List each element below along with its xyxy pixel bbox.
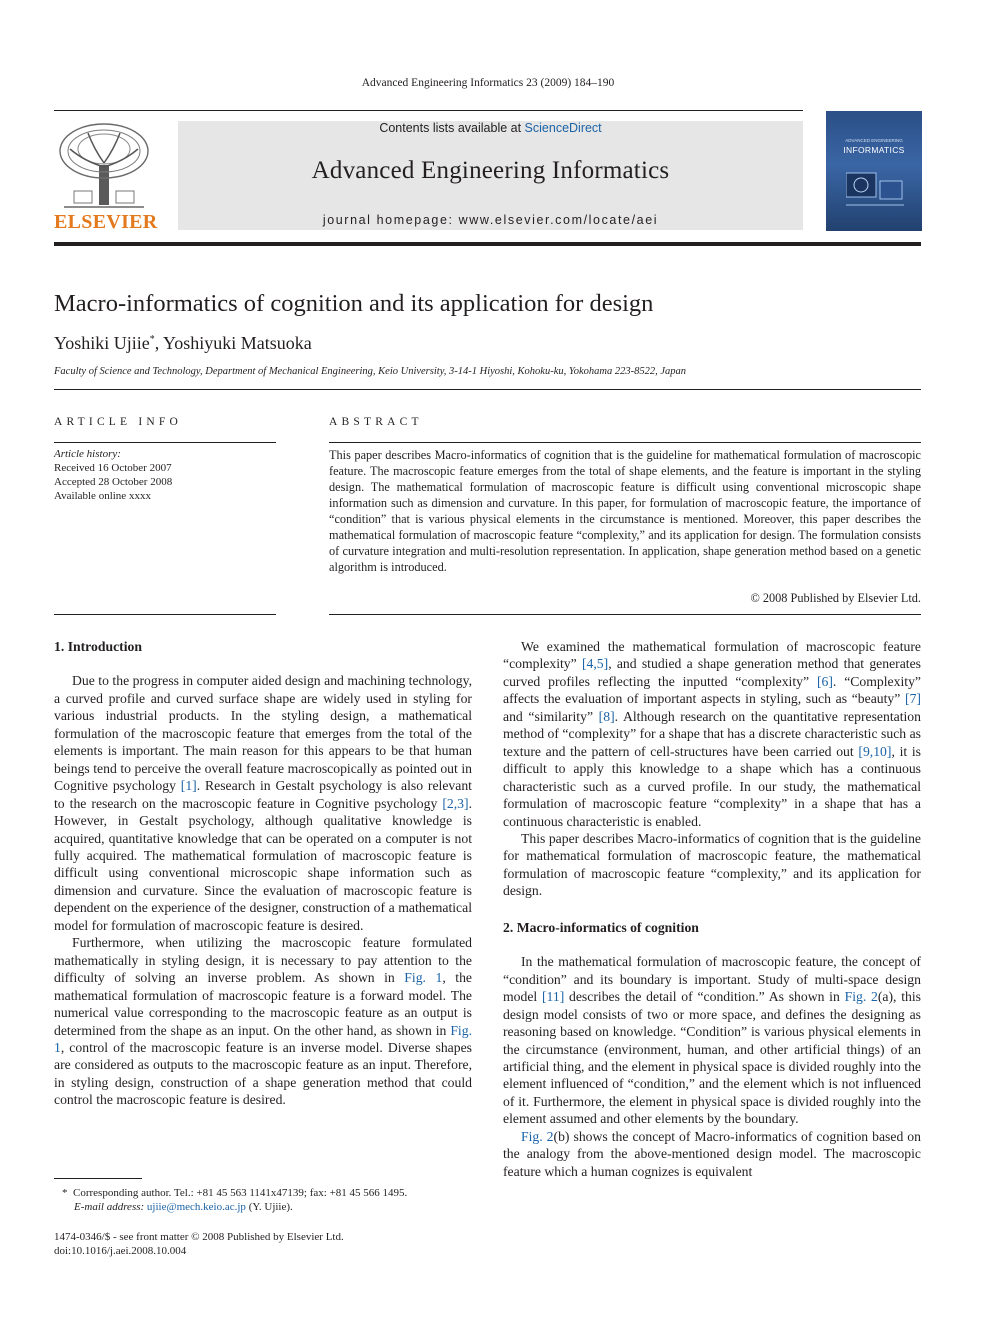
abstract-body: This paper describes Macro-informatics of cognition that is the guideline for mathematical formulation of macroscopic feature. The macroscopic feature emerges from the total of shape elements, and the feature is important in the styling design. The mathematical formulation of macroscopic feature is difficult using conventional microscopic shape information such as dimension and curvature. In this paper, for formulation of macroscopic feature, the importance of “condition” that is various physical elements in the circumstance is mentioned. Moreover, this paper describes the mathematical formulation of macroscopic feature “complexity,” and its application for design. The formulation consists of curvature integration and multi-resolution representation. In application, shape generation method based on a genetic algorithm is introduced. bbox=[329, 448, 921, 574]
section-heading-introduction: 1. Introduction bbox=[54, 639, 142, 654]
paragraph: This paper describes Macro-informatics of cognition that is the guideline for mathematical formulation of macroscopic feature, the mathematical formulation of macroscopic feature “complexity,” and its application for design. bbox=[503, 830, 921, 899]
corresponding-author-footnote bbox=[54, 1186, 484, 1214]
article-info-bottom-rule bbox=[54, 614, 276, 615]
title-bottom-rule bbox=[54, 389, 921, 390]
abstract-rule bbox=[329, 442, 921, 443]
footnote-mark: * bbox=[62, 1187, 68, 1199]
author-affiliation: Faculty of Science and Technology, Department of Mechanical Engineering, Keio University, 3-14-1 Hiyoshi, Kohoku-ku, Yokohama 223-8522, Japan bbox=[54, 366, 687, 377]
tree-icon bbox=[54, 121, 154, 211]
journal-masthead bbox=[178, 121, 803, 230]
accepted-date: Accepted 28 October 2008 bbox=[54, 476, 173, 488]
article-history bbox=[54, 447, 276, 503]
abstract-copyright: © 2008 Published by Elsevier Ltd. bbox=[750, 591, 921, 605]
header-thick-rule bbox=[54, 242, 921, 246]
received-date: Received 16 October 2007 bbox=[54, 462, 172, 474]
figure-link[interactable]: Fig. 1 bbox=[404, 970, 443, 986]
corresponding-author-mark[interactable]: * bbox=[149, 334, 155, 345]
issn-line: 1474-0346/$ - see front matter © 2008 Published by Elsevier Ltd. bbox=[54, 1231, 344, 1243]
figure-link[interactable]: Fig. 2 bbox=[521, 1128, 554, 1144]
article-info-heading: ARTICLE INFO bbox=[54, 416, 182, 428]
online-date: Available online xxxx bbox=[54, 490, 151, 502]
reference-link[interactable]: [2,3] bbox=[442, 795, 469, 811]
footnote-contact: Corresponding author. Tel.: +81 45 563 1141x47139; fax: +81 45 566 1495. bbox=[73, 1187, 408, 1199]
right-column bbox=[503, 638, 921, 1180]
abstract-heading: ABSTRACT bbox=[329, 416, 423, 428]
reference-link[interactable]: [4,5] bbox=[581, 656, 609, 672]
reference-link[interactable]: [11] bbox=[541, 989, 565, 1005]
footnote-rule bbox=[54, 1178, 142, 1179]
section-heading-macro-informatics: 2. Macro-informatics of cognition bbox=[503, 919, 699, 935]
journal-title: Advanced Engineering Informatics bbox=[311, 157, 670, 184]
cover-illustration-icon bbox=[846, 169, 904, 209]
email-suffix: (Y. Ujiie). bbox=[245, 1201, 293, 1213]
sciencedirect-link[interactable]: ScienceDirect bbox=[524, 121, 602, 135]
front-matter bbox=[54, 1230, 484, 1258]
paragraph: Due to the progress in computer aided design and machining technology, a curved profile and curved surface shape are widely used in styling for various industrial products. In the styling design, a mathematical formulation of the macroscopic feature that emerges from the total of the elements is important. The main reason for this appears to be that human beings tend to perceive the overall feature macroscopically as pointed out in Cognitive psychology [1]. Research in Gestalt psychology is also relevant to the research on the macroscopic feature in Cognitive psychology [2,3]. However, in Gestalt psychology, although qualitative knowledge is acquired, quantitative knowledge that can be operated on a computer is not fully acquired. The mathematical formulation of macroscopic feature is difficult using conventional microscopic shape information such as dimension and curvature. Since the evaluation of macroscopic feature is dependent on the experience of the designer, construction of a mathematical model for formulation of macroscopic feature is desired. bbox=[54, 673, 472, 933]
author-name: Yoshiyuki Matsuoka bbox=[163, 333, 312, 353]
article-info-rule bbox=[54, 442, 276, 443]
paragraph: Fig. 2(b) shows the concept of Macro-informatics of cognition based on the analogy from the above-mentioned design model. The macroscopic feature which a human cognizes is equivalent bbox=[503, 1128, 921, 1179]
reference-link[interactable]: [8] bbox=[598, 708, 615, 724]
author-list bbox=[54, 333, 312, 354]
figure-link[interactable]: Fig. 2 bbox=[844, 989, 878, 1005]
cover-subtitle: ADVANCED ENGINEERING bbox=[845, 138, 903, 143]
reference-link[interactable]: [9,10] bbox=[858, 743, 892, 759]
history-label: Article history: bbox=[54, 448, 121, 460]
reference-link[interactable]: [7] bbox=[905, 691, 921, 707]
journal-citation: Advanced Engineering Informatics 23 (2009) 184–190 bbox=[361, 77, 615, 89]
header-top-rule bbox=[54, 110, 803, 111]
author-name: Yoshiki Ujiie bbox=[54, 333, 150, 353]
contents-prefix: Contents lists available at bbox=[379, 121, 525, 135]
left-column bbox=[54, 638, 472, 1109]
paragraph: In the mathematical formulation of macroscopic feature, the concept of “condition” and its boundary is important. Study of multi-space design model [11] describes the detail of “condition.” As shown in Fig. 2(a), this design model consists of two or more space, and defines the designing as reasoning based on knowledge. “Condition” is various physical elements in the circumstance (environment, human, and other artificial things) of an artificial thing, and the element in physical space is divided roughly into the element influenced of “condition,” and the element which is not influenced of it. Furthermore, the element in physical space is divided roughly into the element assumed and other elements by the boundary. bbox=[503, 954, 921, 1127]
abstract-bottom-rule bbox=[329, 614, 921, 615]
paragraph: We examined the mathematical formulation of macroscopic feature “complexity” [4,5], and studied a shape generation method that generates curved profiles reflecting the inputted “complexity” [6]. “Complexity” affects the evaluation of important aspects in styling, such as “beauty” [7] and “similarity” [8]. Although research on the quantitative representation method of “complexity” for a shape that has a discrete characteristic such as texture and the pattern of cell-structures have been carried out [9,10], it is difficult to apply this knowledge to a shape which has a continuous characteristic such as a curved profile. In our study, the mathematical formulation of macroscopic feature “complexity” in a shape that has a continuous characteristic is enabled. bbox=[503, 639, 922, 829]
email-label: E-mail address: bbox=[74, 1201, 147, 1213]
journal-homepage[interactable]: journal homepage: www.elsevier.com/locate/aei bbox=[322, 213, 659, 227]
reference-link[interactable]: [1] bbox=[180, 778, 197, 794]
doi-line[interactable]: doi:10.1016/j.aei.2008.10.004 bbox=[54, 1245, 187, 1257]
cover-title: INFORMATICS bbox=[843, 145, 905, 155]
journal-cover-image bbox=[826, 111, 922, 231]
paragraph: Furthermore, when utilizing the macroscopic feature formulated mathematically in styling design, it is necessary to pay attention to the difficulty of solving an inverse problem. As shown in Fig. 1, the mathematical formulation of macroscopic feature is a forward model. The numerical value corresponding to the macroscopic feature as an output is determined from the shape as an input. On the other hand, as shown in Fig. 1, control of the macroscopic feature is an inverse model. Diverse shapes are considered as outputs to the macroscopic feature as an input. Therefore, in styling design, construction of a shape generation method that could control the macroscopic feature is desired. bbox=[54, 935, 472, 1108]
figure-link[interactable]: Fig. 1 bbox=[54, 1022, 472, 1055]
paper-title: Macro-informatics of cognition and its application for design bbox=[54, 290, 654, 317]
contents-line bbox=[178, 121, 803, 135]
reference-link[interactable]: [6] bbox=[816, 673, 833, 689]
elsevier-wordmark: ELSEVIER bbox=[54, 211, 158, 233]
email-link[interactable]: ujiie@mech.keio.ac.jp bbox=[146, 1201, 246, 1213]
author-separator: , bbox=[154, 333, 164, 353]
